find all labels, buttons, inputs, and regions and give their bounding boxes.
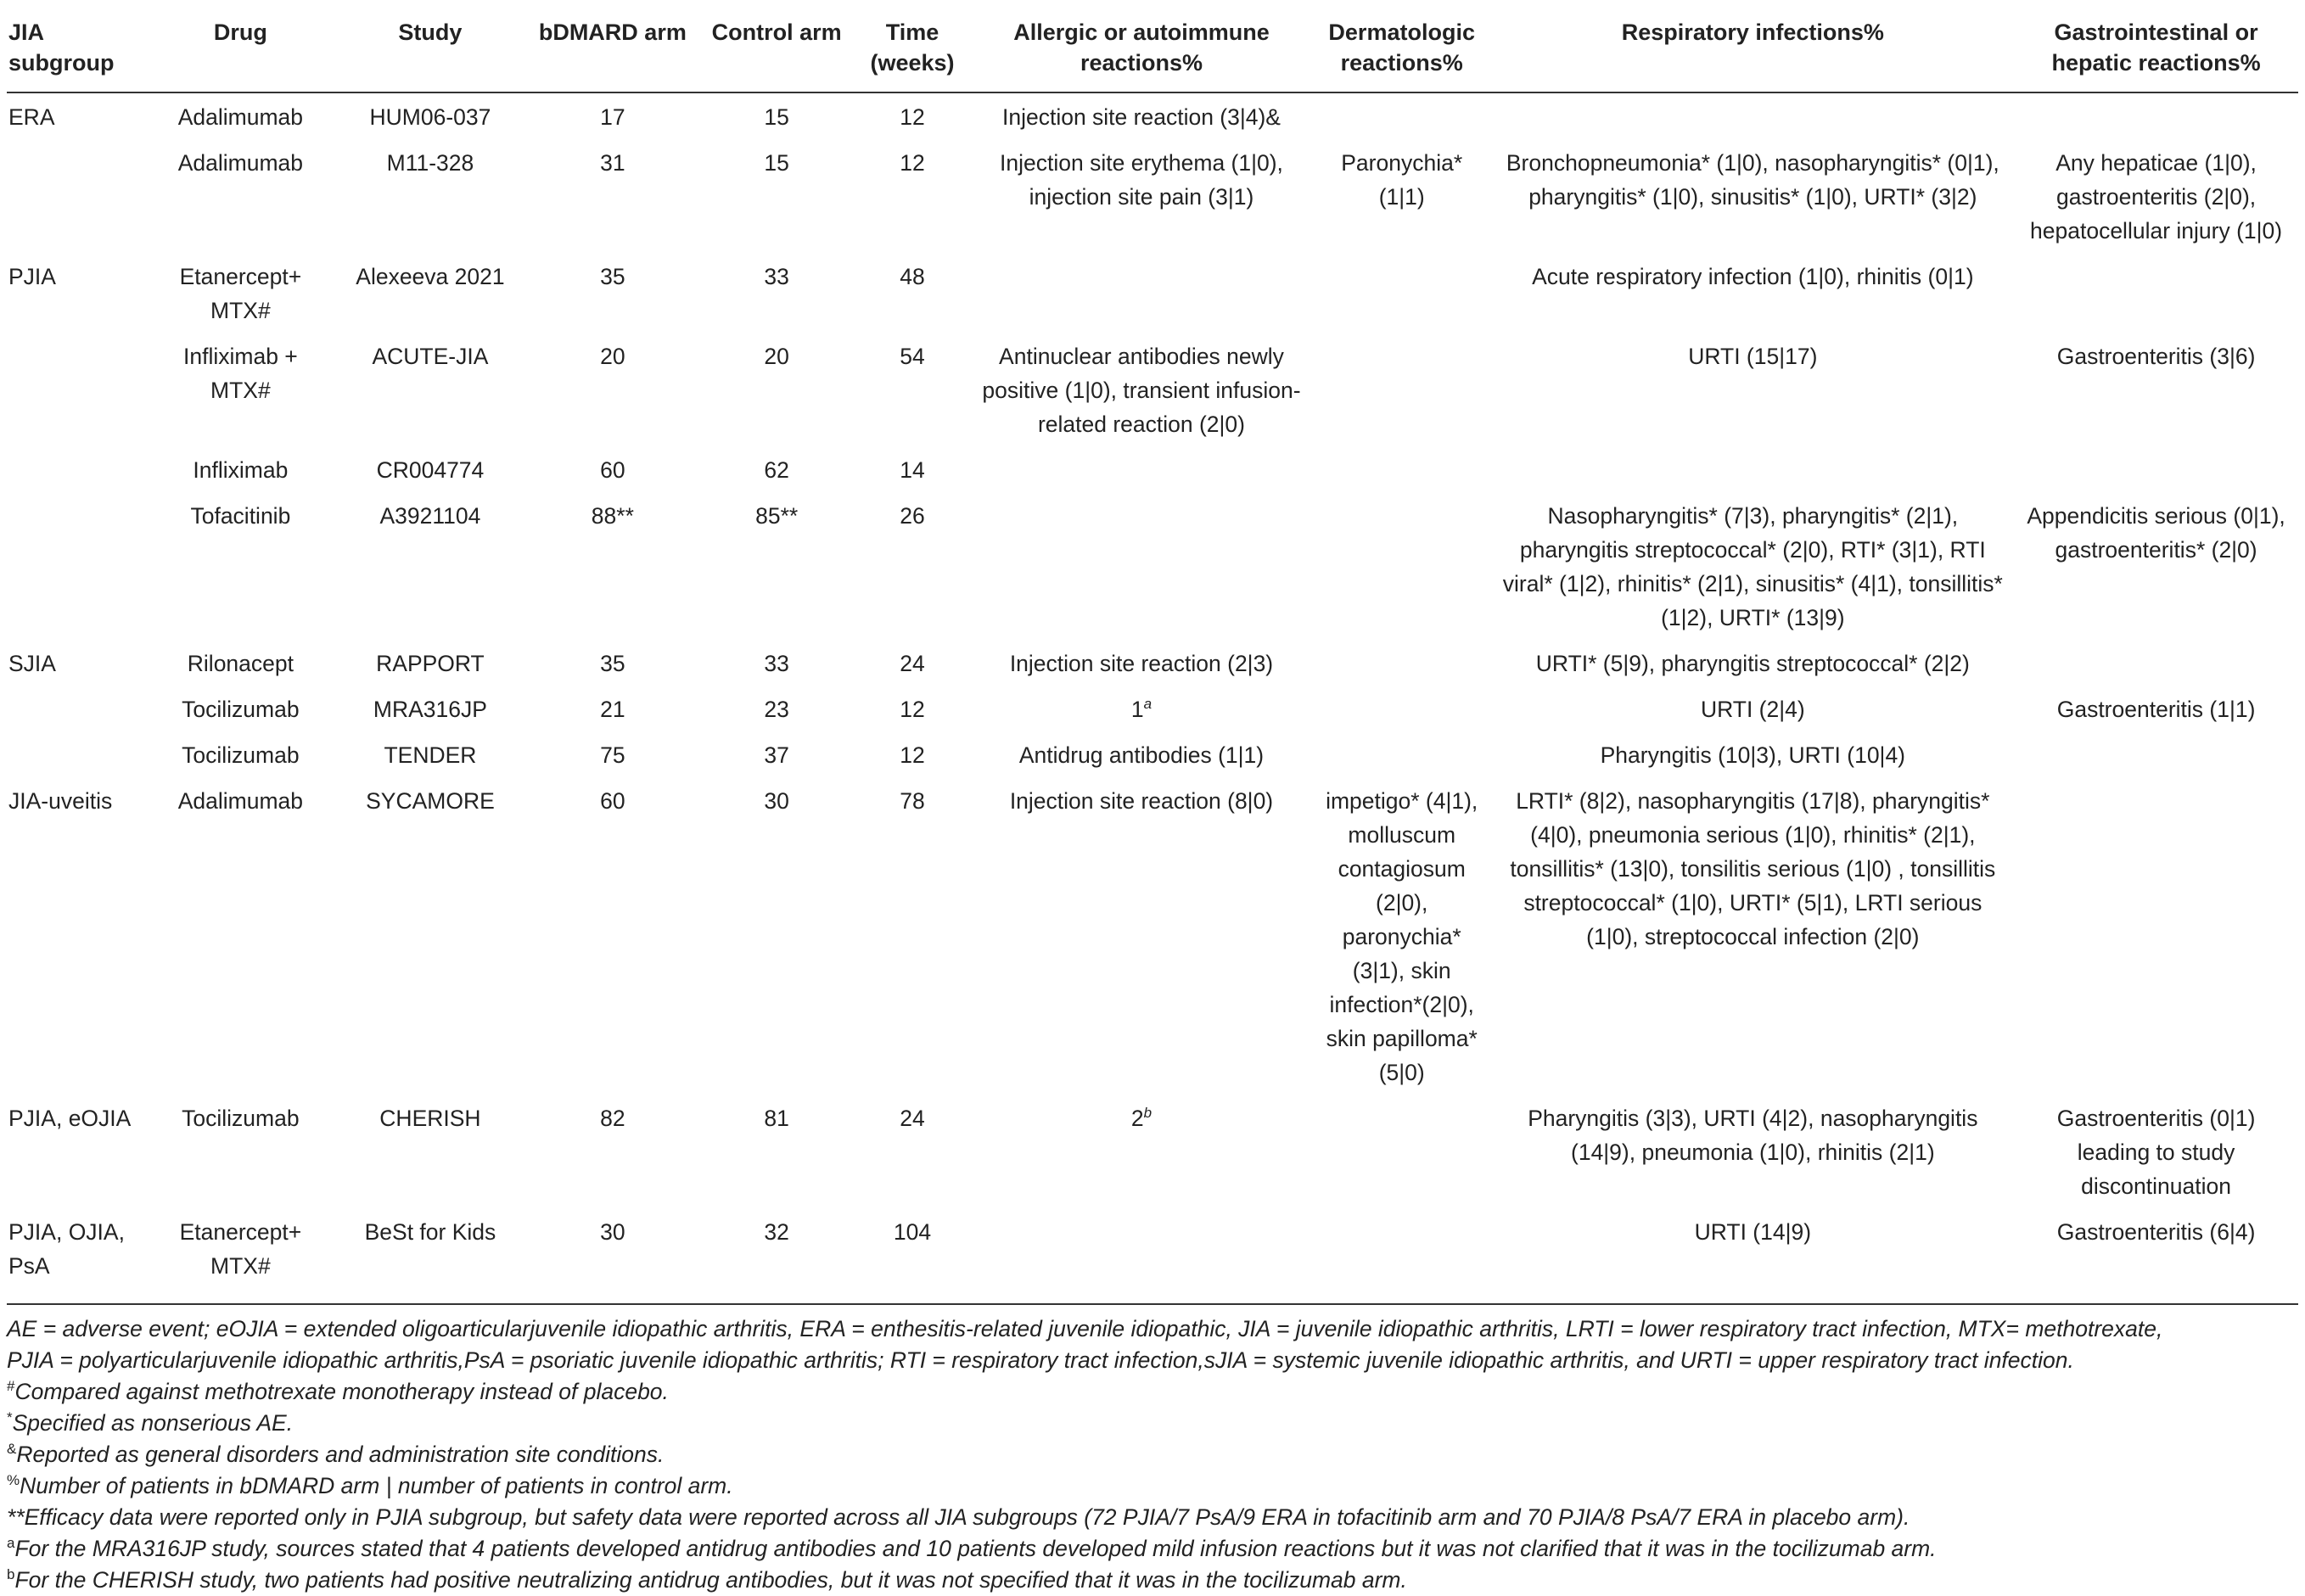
cell-allergic: Injection site reaction (3|4)& bbox=[1001, 104, 1281, 130]
cell-subgroup: JIA-uveitis bbox=[8, 788, 113, 814]
table-row bbox=[7, 731, 2298, 777]
table-row bbox=[7, 1095, 2298, 1208]
cell-allergic bbox=[971, 446, 1312, 492]
cell-allergic: Injection site erythema (1|0), injection site pain (3|1) bbox=[1000, 150, 1283, 210]
header-gastrointestinal: Gastrointestinal or hepatic reactions% bbox=[2014, 8, 2298, 92]
cell-study: HUM06-037 bbox=[369, 104, 491, 130]
footnote-a bbox=[7, 1533, 2298, 1565]
cell-derm bbox=[1312, 333, 1492, 446]
cell-control: 32 bbox=[699, 1208, 853, 1304]
cell-study: CR004774 bbox=[376, 457, 485, 483]
cell-resp: URTI (15|17) bbox=[1688, 344, 1818, 369]
cell-study: TENDER bbox=[384, 742, 477, 768]
footnote-b-note-marker: b bbox=[7, 1566, 15, 1582]
cell-subgroup: ERA bbox=[8, 104, 55, 130]
cell-gi bbox=[2014, 777, 2298, 1095]
cell-resp: Nasopharyngitis* (7|3), pharyngitis* (2|1), pharyngitis streptococcal* (2|0), RTI* (3|1), RTI viral* (1|2), rhinitis* (2|1), sinusitis* (4|1), tonsillitis* (1|2), URTI* (13|9) bbox=[1502, 503, 2003, 630]
cell-gi: Gastroenteritis (3|6) bbox=[2056, 344, 2256, 369]
cell-drug: Tocilizumab bbox=[182, 742, 300, 768]
cell-drug: Rilonacept bbox=[187, 651, 294, 676]
header-bdmard-arm: bDMARD arm bbox=[525, 8, 699, 92]
cell-derm bbox=[1312, 253, 1492, 333]
cell-derm bbox=[1312, 686, 1492, 731]
cell-resp: Pharyngitis (10|3), URTI (10|4) bbox=[1600, 742, 1906, 768]
table-row bbox=[7, 92, 2298, 139]
header-dermatologic: Dermatologic reactions% bbox=[1312, 8, 1492, 92]
cell-subgroup: PJIA bbox=[8, 264, 56, 289]
table-row bbox=[7, 253, 2298, 333]
footnote-hash bbox=[7, 1376, 2298, 1408]
cell-control: 37 bbox=[764, 742, 789, 768]
cell-time: 26 bbox=[900, 503, 925, 529]
cell-study: Alexeeva 2021 bbox=[356, 264, 505, 289]
cell-derm bbox=[1312, 92, 1492, 139]
table-footnotes bbox=[7, 1313, 2298, 1596]
cell-study: SYCAMORE bbox=[366, 788, 495, 814]
footnote-star-marker: * bbox=[7, 1409, 13, 1425]
cell-bdmard: 88** bbox=[591, 503, 634, 529]
cell-control: 15 bbox=[764, 104, 789, 130]
cell-study: M11-328 bbox=[386, 150, 474, 176]
cell-drug: Adalimumab bbox=[177, 104, 304, 130]
header-control-arm: Control arm bbox=[699, 8, 853, 92]
footnote-hash-marker: # bbox=[7, 1378, 15, 1394]
cell-resp bbox=[1492, 92, 2015, 139]
cell-study: ACUTE-JIA bbox=[372, 344, 489, 369]
adverse-events-table bbox=[7, 8, 2298, 1305]
footnote-hash-text: Compared against methotrexate monotherapy instead of placebo. bbox=[14, 1379, 669, 1404]
cell-bdmard: 75 bbox=[600, 742, 625, 768]
cell-gi bbox=[2014, 731, 2298, 777]
cell-allergic-value: 1 bbox=[1130, 697, 1144, 722]
cell-allergic bbox=[971, 686, 1312, 731]
cell-bdmard: 21 bbox=[600, 697, 625, 722]
cell-allergic-value: 2 bbox=[1130, 1106, 1144, 1131]
cell-study: MRA316JP bbox=[373, 697, 487, 722]
cell-time: 12 bbox=[900, 697, 925, 722]
cell-derm bbox=[1312, 731, 1492, 777]
cell-derm bbox=[1312, 1208, 1492, 1304]
footnote-ampersand-text: Reported as general disorders and administration site conditions. bbox=[16, 1442, 665, 1467]
footnote-a-note-marker: a bbox=[7, 1535, 15, 1551]
cell-subgroup bbox=[7, 686, 146, 731]
cell-gi bbox=[2014, 446, 2298, 492]
cell-study: A3921104 bbox=[379, 503, 481, 529]
cell-bdmard: 60 bbox=[600, 788, 625, 814]
cell-allergic: Antidrug antibodies (1|1) bbox=[1018, 742, 1265, 768]
cell-drug: Etanercept+ MTX# bbox=[146, 1208, 334, 1304]
cell-control: 23 bbox=[764, 697, 789, 722]
cell-subgroup bbox=[7, 492, 146, 640]
cell-subgroup: PJIA, OJIA, PsA bbox=[7, 1208, 146, 1304]
header-time: Time (weeks) bbox=[854, 8, 971, 92]
adverse-events-table-section bbox=[7, 8, 2298, 1596]
header-respiratory: Respiratory infections% bbox=[1492, 8, 2015, 92]
cell-drug: Tocilizumab bbox=[182, 1106, 300, 1131]
cell-resp: Acute respiratory infection (1|0), rhinitis (0|1) bbox=[1532, 264, 1974, 289]
cell-resp: LRTI* (8|2), nasopharyngitis (17|8), pharyngitis* (4|0), pneumonia serious (1|0), rhinitis* (2|1), tonsillitis* (13|0), tonsilitis serious (1|0) , tonsillitis streptococcal* (1|0), URTI* (5|1), LRTI serious (1|0), streptococcal infection (2|0) bbox=[1510, 788, 1996, 949]
cell-resp: Bronchopneumonia* (1|0), nasopharyngitis* (0|1), pharyngitis* (1|0), sinusitis* (1|0), URTI* (3|2) bbox=[1506, 150, 1999, 210]
cell-gi bbox=[2014, 640, 2298, 686]
cell-bdmard: 35 bbox=[600, 264, 625, 289]
cell-resp: URTI (2|4) bbox=[1700, 697, 1805, 722]
cell-derm: impetigo* (4|1), molluscum contagiosum (2|0), paronychia* (3|1), skin infection*(2|0), skin papilloma* (5|0) bbox=[1326, 788, 1478, 1085]
table-row bbox=[7, 686, 2298, 731]
cell-control: 33 bbox=[764, 264, 789, 289]
cell-control: 33 bbox=[764, 651, 789, 676]
cell-gi: Appendicitis serious (0|1), gastroenteritis* (2|0) bbox=[2027, 503, 2285, 563]
header-subgroup: JIA subgroup bbox=[7, 8, 146, 92]
footnote-percent-text: Number of patients in bDMARD arm | number of patients in control arm. bbox=[20, 1473, 733, 1498]
cell-time: 12 bbox=[900, 104, 925, 130]
table-row bbox=[7, 640, 2298, 686]
header-drug: Drug bbox=[146, 8, 334, 92]
cell-allergic bbox=[971, 253, 1312, 333]
cell-gi: Gastroenteritis (0|1) leading to study discontinuation bbox=[2056, 1106, 2256, 1199]
footnote-a-text: For the MRA316JP study, sources stated that 4 patients developed antidrug antibodies and 10 patients developed mild infusion reactions but it was not clarified that it was in the tocilizumab arm. bbox=[14, 1536, 1937, 1561]
cell-control: 81 bbox=[764, 1106, 789, 1131]
cell-study: BeSt for Kids bbox=[335, 1208, 526, 1304]
cell-time: 54 bbox=[900, 344, 925, 369]
table-row bbox=[7, 777, 2298, 1095]
cell-bdmard: 30 bbox=[525, 1208, 699, 1304]
cell-study: CHERISH bbox=[379, 1106, 481, 1131]
footnote-ampersand-marker: & bbox=[7, 1441, 17, 1457]
cell-allergic: Antinuclear antibodies newly positive (1|0), transient infusion-related reaction (2|0) bbox=[982, 344, 1301, 437]
cell-drug: Adalimumab bbox=[177, 788, 304, 814]
cell-bdmard: 82 bbox=[600, 1106, 625, 1131]
cell-subgroup: PJIA, eOJIA bbox=[8, 1106, 132, 1131]
table-row bbox=[7, 492, 2298, 640]
table-row bbox=[7, 333, 2298, 446]
cell-time: 78 bbox=[900, 788, 925, 814]
cell-control: 20 bbox=[764, 344, 789, 369]
cell-derm bbox=[1312, 446, 1492, 492]
cell-resp: URTI (14|9) bbox=[1492, 1208, 2015, 1304]
cell-derm bbox=[1312, 1095, 1492, 1208]
cell-time: 12 bbox=[900, 742, 925, 768]
cell-subgroup: SJIA bbox=[8, 651, 56, 676]
cell-drug: Infliximab + MTX# bbox=[183, 344, 298, 403]
cell-time: 14 bbox=[900, 457, 925, 483]
footnote-b-text: For the CHERISH study, two patients had positive neutralizing antidrug antibodies, but it was not specified that it was in the tocilizumab arm. bbox=[14, 1567, 1407, 1593]
footnote-b bbox=[7, 1565, 2298, 1596]
cell-allergic: Injection site reaction (2|3) bbox=[1009, 651, 1274, 676]
footnote-double-star: **Efficacy data were reported only in PJIA subgroup, but safety data were reported across all JIA subgroups (72 PJIA/7 PsA/9 ERA in tofacitinib arm and 70 PJIA/8 PsA/7 ERA in placebo arm). bbox=[7, 1504, 1910, 1530]
cell-allergic: Injection site reaction (8|0) bbox=[1009, 788, 1274, 814]
cell-resp bbox=[1492, 446, 2015, 492]
header-allergic: Allergic or autoimmune reactions% bbox=[971, 8, 1312, 92]
table-row bbox=[7, 139, 2298, 253]
footnote-b-marker: b bbox=[1143, 1105, 1152, 1121]
cell-gi: Gastroenteritis (6|4) bbox=[2014, 1208, 2298, 1304]
cell-gi: Gastroenteritis (1|1) bbox=[2056, 697, 2256, 722]
cell-drug: Etanercept+ MTX# bbox=[179, 264, 302, 323]
cell-drug: Adalimumab bbox=[177, 150, 304, 176]
cell-subgroup bbox=[7, 731, 146, 777]
cell-study: RAPPORT bbox=[376, 651, 485, 676]
cell-subgroup bbox=[7, 333, 146, 446]
header-study: Study bbox=[335, 8, 526, 92]
cell-control: 85** bbox=[755, 503, 799, 529]
cell-time: 104 bbox=[854, 1208, 971, 1304]
cell-time: 48 bbox=[900, 264, 925, 289]
footnote-ampersand bbox=[7, 1439, 2298, 1470]
cell-time: 24 bbox=[900, 1106, 925, 1131]
cell-gi: Any hepaticae (1|0), gastroenteritis (2|0), hepatocellular injury (1|0) bbox=[2030, 150, 2283, 244]
footnote-star bbox=[7, 1408, 2298, 1439]
cell-subgroup bbox=[7, 139, 146, 253]
cell-bdmard: 20 bbox=[600, 344, 625, 369]
cell-bdmard: 31 bbox=[600, 150, 625, 176]
cell-drug: Infliximab bbox=[193, 457, 289, 483]
cell-drug: Tocilizumab bbox=[182, 697, 300, 722]
footnote-percent-marker: % bbox=[7, 1472, 20, 1488]
cell-drug: Tofacitinib bbox=[190, 503, 291, 529]
footnote-star-text: Specified as nonserious AE. bbox=[12, 1410, 294, 1436]
cell-bdmard: 17 bbox=[600, 104, 625, 130]
cell-allergic bbox=[971, 1208, 1312, 1304]
cell-resp: Pharyngitis (3|3), URTI (4|2), nasopharyngitis (14|9), pneumonia (1|0), rhinitis (2|1) bbox=[1528, 1106, 1978, 1165]
cell-time: 24 bbox=[900, 651, 925, 676]
cell-gi bbox=[2014, 253, 2298, 333]
cell-derm bbox=[1312, 492, 1492, 640]
cell-resp: URTI* (5|9), pharyngitis streptococcal* (2|2) bbox=[1535, 651, 1970, 676]
cell-bdmard: 60 bbox=[600, 457, 625, 483]
footnote-a-marker: a bbox=[1143, 696, 1152, 712]
cell-allergic bbox=[971, 1095, 1312, 1208]
cell-gi bbox=[2014, 92, 2298, 139]
cell-derm bbox=[1312, 640, 1492, 686]
cell-derm: Paronychia* (1|1) bbox=[1341, 150, 1463, 210]
footnote-abbreviations-line-2: PJIA = polyarticularjuvenile idiopathic arthritis,PsA = psoriatic juvenile idiopathic arthritis; RTI = respiratory tract infection,sJIA = systemic juvenile idiopathic arthritis, and URTI = upper respiratory tract infection. bbox=[7, 1347, 2074, 1373]
table-row bbox=[7, 446, 2298, 492]
cell-control: 15 bbox=[764, 150, 789, 176]
cell-subgroup bbox=[7, 446, 146, 492]
header-row bbox=[7, 8, 2298, 92]
cell-control: 30 bbox=[764, 788, 789, 814]
footnote-abbreviations-line-1: AE = adverse event; eOJIA = extended oligoarticularjuvenile idiopathic arthritis, ERA = enthesitis-related juvenile idiopathic, JIA = juvenile idiopathic arthritis, LRTI = lower respiratory tract infection, MTX= methotrexate, bbox=[7, 1316, 2163, 1341]
cell-allergic bbox=[971, 492, 1312, 640]
cell-time: 12 bbox=[900, 150, 925, 176]
table-row bbox=[7, 1208, 2298, 1304]
footnote-percent bbox=[7, 1470, 2298, 1502]
cell-control: 62 bbox=[764, 457, 789, 483]
cell-bdmard: 35 bbox=[600, 651, 625, 676]
